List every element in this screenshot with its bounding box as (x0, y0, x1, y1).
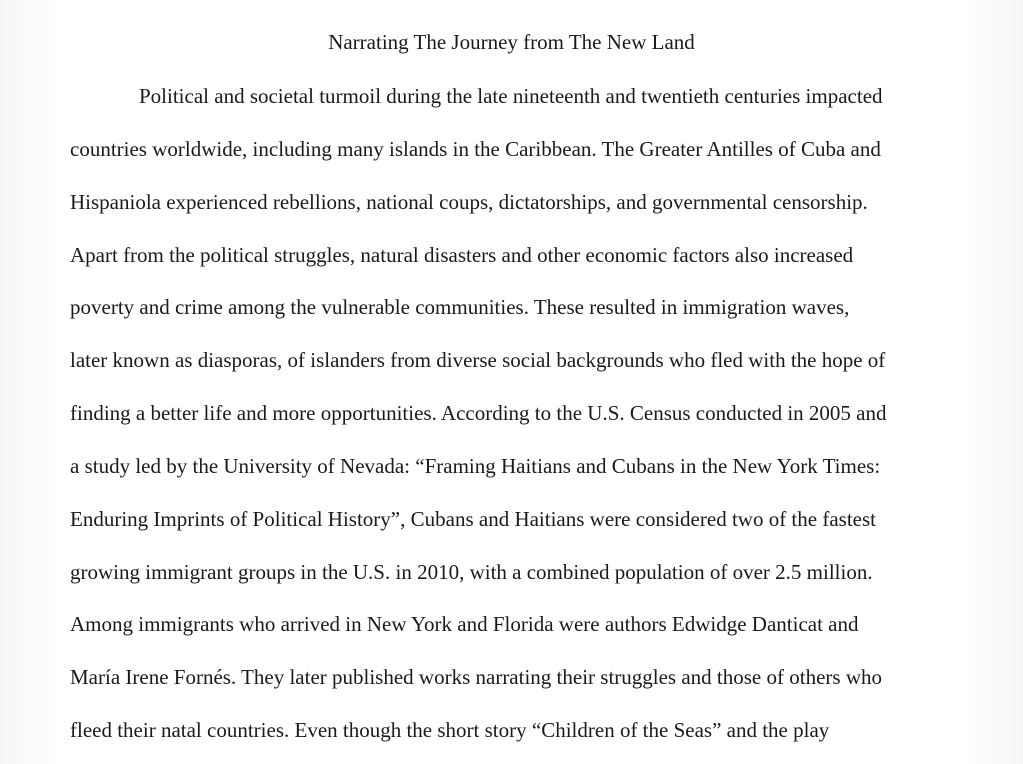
paragraph-line: a study led by the University of Nevada: “Framing Haitians and Cubans in the New York Times: (70, 454, 881, 478)
paragraph-line: Hispaniola experienced rebellions, national coups, dictatorships, and governmental censorship. (70, 190, 868, 214)
document-title: Narrating The Journey from The New Land (328, 30, 695, 54)
paragraph-line: growing immigrant groups in the U.S. in 2010, with a combined population of over 2.5 million. (70, 560, 873, 584)
paragraph-line: María Irene Fornés. They later published works narrating their struggles and those of others who (70, 665, 882, 689)
paragraph-line: finding a better life and more opportunities. According to the U.S. Census conducted in 2005 and (70, 401, 887, 425)
paragraph-line: Among immigrants who arrived in New York and Florida were authors Edwidge Danticat and (70, 612, 859, 636)
paragraph-line: fleed their natal countries. Even though the short story “Children of the Seas” and the play (70, 718, 830, 742)
paragraph-line: Enduring Imprints of Political History”, Cubans and Haitians were considered two of the fastest (70, 507, 876, 531)
paragraph-line: later known as diasporas, of islanders from diverse social backgrounds who fled with the hope of (70, 348, 886, 372)
paragraph-line: Apart from the political struggles, natural disasters and other economic factors also increased (70, 243, 854, 267)
paragraph-line: Political and societal turmoil during the late nineteenth and twentieth centuries impacted (139, 84, 883, 108)
paragraph-line: countries worldwide, including many islands in the Caribbean. The Greater Antilles of Cuba and (70, 137, 881, 161)
paragraph-line: poverty and crime among the vulnerable communities. These resulted in immigration waves, (70, 295, 850, 319)
